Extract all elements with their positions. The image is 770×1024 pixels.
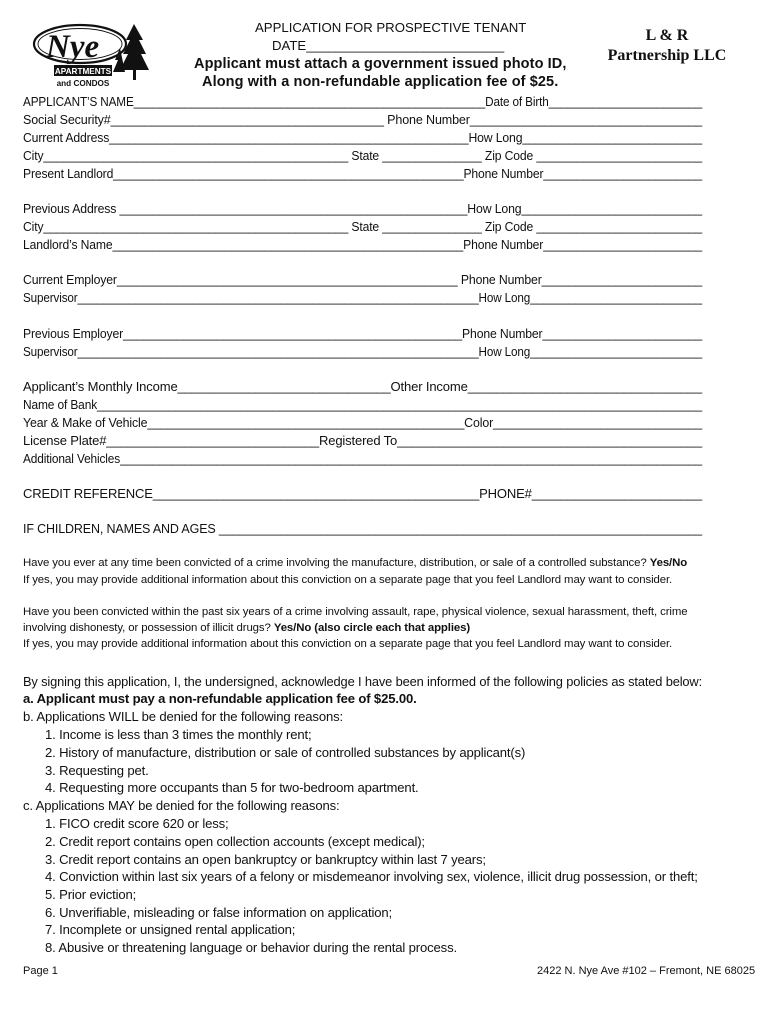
ssn-line[interactable]: Social Security#________________________________________ Phone Number__________________________________	[23, 112, 702, 127]
policy-b-item: 1. Income is less than 3 times the monthly rent;	[45, 727, 312, 742]
question-text: Have you ever at any time been convicted of a crime involving the manufacture, distribution, or sale of a controlled substance?	[23, 557, 647, 569]
question-conviction-cont	[23, 622, 470, 634]
form-title: APPLICATION FOR PROSPECTIVE TENANT	[255, 20, 527, 35]
policy-b-item: 3. Requesting pet.	[45, 763, 149, 778]
question-note: If yes, you may provide additional information about this conviction on a separate page that you feel Landlord may want to consider.	[23, 574, 673, 586]
policy-b-heading: b. Applications WILL be denied for the following reasons:	[23, 709, 343, 724]
additional-vehicles-line[interactable]: Additional Vehicles__________________________________________________________________________________________	[23, 451, 702, 466]
current-address-line[interactable]: Current Address______________________________________________________How Long___________________________	[23, 130, 702, 145]
city-line[interactable]: City______________________________________________ State _______________ Zip Code _________________________	[23, 148, 702, 163]
policy-c-item: 5. Prior eviction;	[45, 887, 137, 902]
landlord-name-line[interactable]: Landlord’s Name_____________________________________________________Phone Number________________________	[23, 237, 702, 252]
policy-c-item: 1. FICO credit score 620 or less;	[45, 816, 229, 831]
bank-line[interactable]: Name of Bank_____________________________________________________________________________________________	[23, 397, 702, 412]
policy-c-item: 4. Conviction within last six years of a felony or misdemeanor involving sex, violence, illicit drug possession, or theft;	[45, 869, 698, 884]
date-field[interactable]: DATE___________________________	[272, 38, 505, 53]
company-line2: Partnership LLC	[607, 47, 727, 64]
applicant-name-line[interactable]: APPLICANT’S NAME_______________________________________________________Date of Birth________________________	[23, 94, 702, 109]
yes-no-option[interactable]: Yes/No	[649, 557, 688, 569]
question-controlled-substance	[23, 557, 687, 569]
policy-b-item: 4. Requesting more occupants than 5 for two-bedroom apartment.	[45, 780, 419, 795]
page-number: Page 1	[23, 965, 58, 977]
present-landlord-line[interactable]: Present Landlord_____________________________________________________Phone Number________________________	[23, 166, 702, 181]
policy-c-item: 3. Credit report contains an open bankruptcy or bankruptcy within last 7 years;	[45, 852, 486, 867]
policy-c-item: 2. Credit report contains open collection accounts (except medical);	[45, 834, 425, 849]
policy-c-item: 8. Abusive or threatening language or behavior during the rental process.	[45, 940, 457, 955]
policy-c-heading: c. Applications MAY be denied for the following reasons:	[23, 798, 340, 813]
question-conviction: Have you been convicted within the past six years of a crime involving assault, rape, physical violence, sexual harassment, theft, crime	[23, 606, 688, 618]
policy-c-item: 6. Unverifiable, misleading or false information on application;	[45, 905, 393, 920]
current-employer-line[interactable]: Current Employer___________________________________________________ Phone Number________________________	[23, 272, 702, 287]
previous-employer-line[interactable]: Previous Employer___________________________________________________Phone Number________________________	[23, 326, 702, 341]
vehicle-line[interactable]: Year & Make of Vehicle_______________________________________________Color_______________________________	[23, 415, 702, 430]
logo-sub1: APARTMENTS	[54, 67, 112, 76]
company-line1: L & R	[645, 27, 689, 44]
question-note: If yes, you may provide additional information about this conviction on a separate page that you feel Landlord may want to consider.	[23, 638, 673, 650]
policy-c-item: 7. Incomplete or unsigned rental application;	[45, 922, 296, 937]
company-name	[592, 26, 742, 66]
policy-intro: By signing this application, I, the undersigned, acknowledge I have been informed of the following policies as stated below:	[23, 674, 702, 689]
monthly-income-line[interactable]: Applicant’s Monthly Income______________________________Other Income_________________________________	[23, 379, 702, 394]
fee-notice: Along with a non-refundable application fee of $25.	[202, 74, 559, 90]
logo-brand: Nye	[46, 29, 100, 65]
previous-supervisor-line[interactable]: Supervisor_______________________________________________________________How Long___________________________	[23, 344, 702, 359]
id-notice: Applicant must attach a government issued photo ID,	[194, 56, 567, 72]
footer-address: 2422 N. Nye Ave #102 – Fremont, NE 68025	[537, 965, 756, 977]
license-plate-line[interactable]: License Plate#______________________________Registered To___________________________________________	[23, 433, 702, 448]
yes-no-option[interactable]: Yes/No (also circle each that applies)	[273, 622, 471, 634]
previous-address-line[interactable]: Previous Address ____________________________________________________How Long___________________________	[23, 201, 702, 216]
children-line[interactable]: IF CHILDREN, NAMES AND AGES _______________________________________________________________________	[23, 521, 702, 536]
supervisor-line[interactable]: Supervisor_______________________________________________________________How Long___________________________	[23, 290, 702, 305]
logo-graphic	[30, 20, 155, 92]
policy-a: a. Applicant must pay a non-refundable application fee of $25.00.	[23, 691, 417, 706]
previous-city-line[interactable]: City______________________________________________ State _______________ Zip Code _________________________	[23, 219, 702, 234]
logo	[30, 20, 155, 92]
question-text: involving dishonesty, or possession of illicit drugs?	[23, 622, 271, 634]
policy-b-item: 2. History of manufacture, distribution or sale of controlled substances by applicant(s)	[45, 745, 526, 760]
logo-sub2: and CONDOS	[56, 79, 110, 88]
credit-reference-line[interactable]: CREDIT REFERENCE______________________________________________PHONE#________________________	[23, 486, 702, 501]
